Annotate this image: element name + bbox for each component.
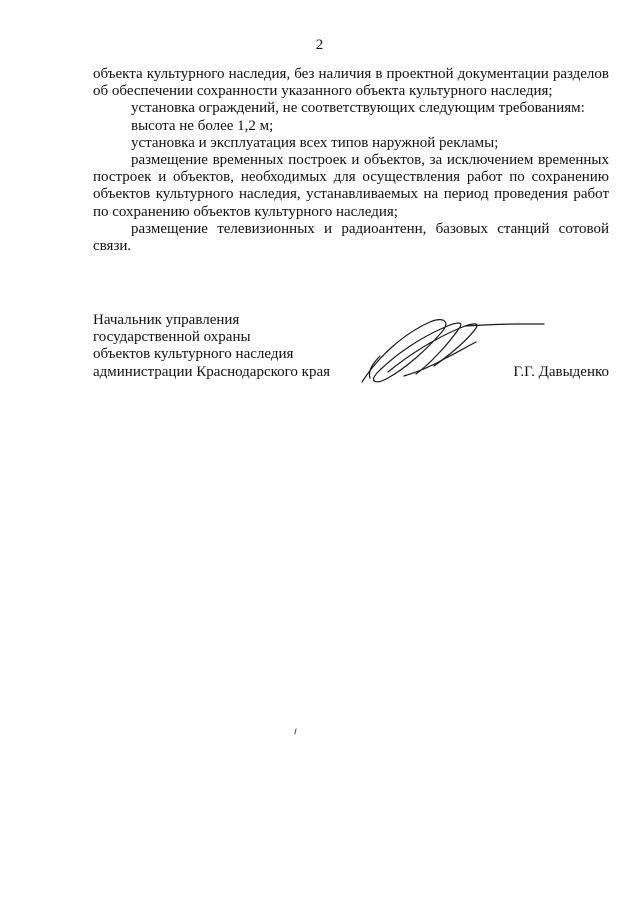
paragraph-continuation: объекта культурного наследия, без наличия в проектной документации разделов об обеспечении сохранности указанного объекта культурного наследия; — [93, 66, 609, 100]
signature-block — [93, 312, 609, 392]
page-number: 2 — [315, 37, 324, 53]
paragraph-advertising: установка и эксплуатация всех типов наружной рекламы; — [131, 134, 499, 151]
position-line: государственной охраны — [93, 329, 251, 346]
position-line: Начальник управления — [93, 312, 240, 328]
paragraph-height: высота не более 1,2 м; — [131, 117, 274, 134]
stray-mark — [293, 728, 299, 736]
paragraph-antennas: размещение телевизионных и радиоантенн, базовых станций сотовой связи. — [93, 220, 609, 255]
paragraph-fences: установка ограждений, не соответствующих следующим требованиям: — [131, 100, 585, 117]
document-body — [93, 66, 609, 255]
signer-name: Г.Г. Давыденко — [513, 363, 609, 380]
position-line: администрации Краснодарского края — [93, 363, 331, 380]
position-line: объектов культурного наследия — [93, 346, 294, 363]
paragraph-temporary-buildings: размещение временных построек и объектов, за исключением временных построек и объектов, необходимых для осуществления работ по сохранению объектов культурного наследия, устанавливаемых на период проведения работ по сохранению объектов культурного наследия; — [93, 152, 609, 220]
